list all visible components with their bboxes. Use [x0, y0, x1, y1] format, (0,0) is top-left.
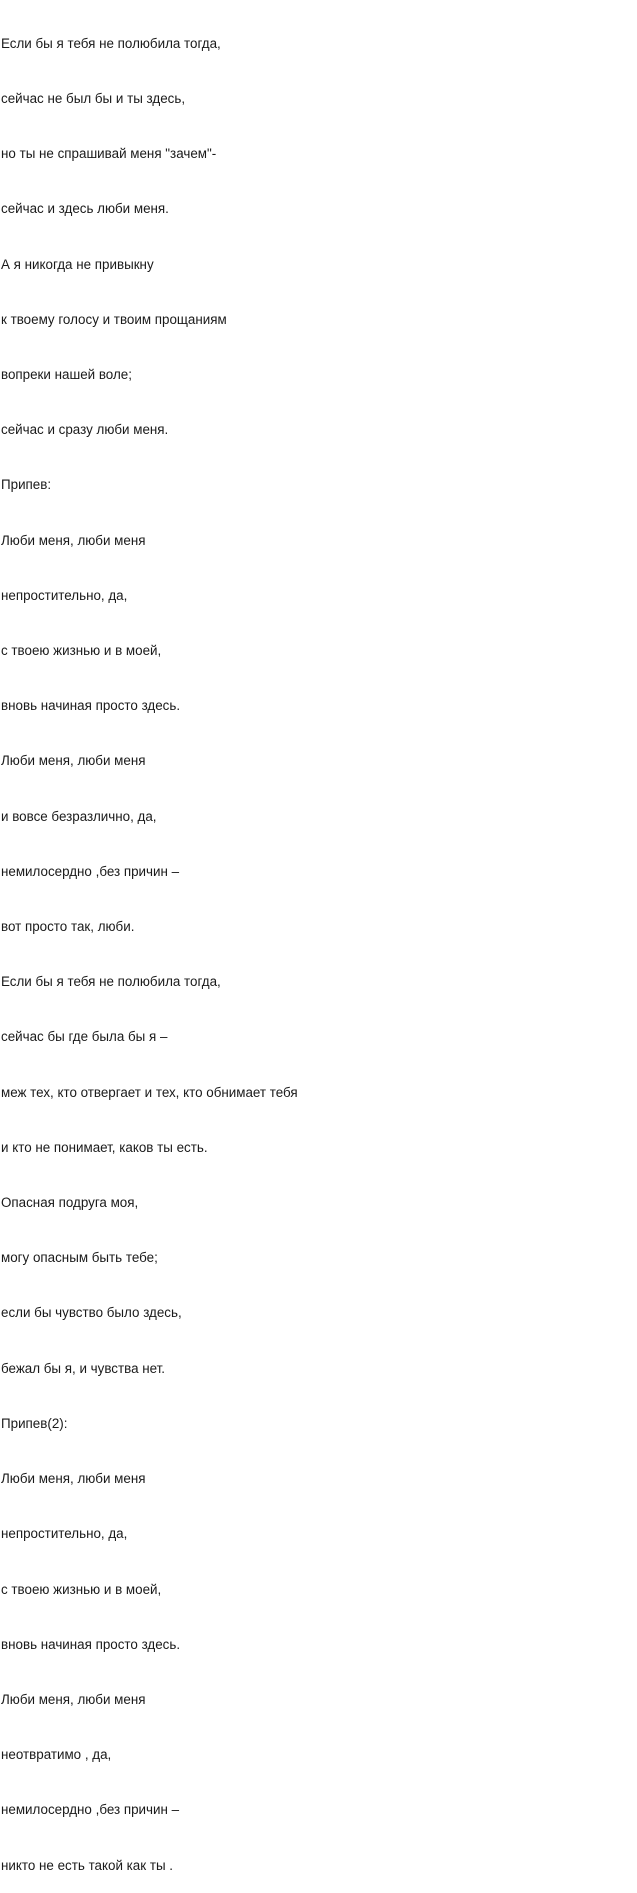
- lyric-line: Люби меня, люби меня: [1, 532, 146, 548]
- chorus-heading: Припев(2):: [1, 1415, 68, 1431]
- lyric-line: и вовсе безразлично, да,: [1, 808, 157, 824]
- lyric-line: никто не есть такой как ты .: [1, 1857, 174, 1873]
- lyric-line: немилосердно ,без причин –: [1, 1802, 180, 1818]
- lyric-line: сейчас и здесь люби меня.: [1, 201, 169, 217]
- lyric-line: с твоею жизнью и в моей,: [1, 643, 162, 659]
- lyric-line: Если бы я тебя не полюбила тогда,: [1, 35, 221, 51]
- lyric-line: Опасная подруга моя,: [1, 1195, 139, 1211]
- lyric-line: непростительно, да,: [1, 1526, 128, 1542]
- lyric-line: немилосердно ,без причин –: [1, 863, 180, 879]
- lyric-line: сейчас и сразу люби меня.: [1, 422, 169, 438]
- chorus-heading: Припев:: [1, 477, 52, 493]
- lyric-line: вопреки нашей воле;: [1, 367, 132, 383]
- lyric-line: вновь начиная просто здесь.: [1, 698, 181, 714]
- lyric-line: Если бы я тебя не полюбила тогда,: [1, 974, 221, 990]
- lyric-line: сейчас бы где была бы я –: [1, 1029, 168, 1045]
- lyric-line: меж тех, кто отвергает и тех, кто обнимает тебя: [1, 1084, 298, 1100]
- lyric-line: и кто не понимает, каков ты есть.: [1, 1139, 208, 1155]
- lyric-line: сейчас не был бы и ты здесь,: [1, 91, 186, 107]
- lyrics-text-block: [1, 0, 298, 1893]
- lyric-line: к твоему голосу и твоим прощаниям: [1, 311, 227, 327]
- lyric-line: А я никогда не привыкну: [1, 256, 154, 272]
- lyric-line: Люби меня, люби меня: [1, 753, 146, 769]
- lyric-line: если бы чувство было здесь,: [1, 1305, 182, 1321]
- lyric-line: вновь начиная просто здесь.: [1, 1636, 181, 1652]
- lyric-line: но ты не спрашивай меня "зачем"-: [1, 146, 217, 162]
- lyric-line: вот просто так, люби.: [1, 919, 135, 935]
- lyric-line: неотвратимо , да,: [1, 1747, 112, 1763]
- lyric-line: могу опасным быть тебе;: [1, 1250, 158, 1266]
- lyric-line: Люби меня, люби меня: [1, 1691, 146, 1707]
- lyric-line: с твоею жизнью и в моей,: [1, 1581, 162, 1597]
- lyric-line: непростительно, да,: [1, 587, 128, 603]
- lyric-line: Люби меня, люби меня: [1, 1471, 146, 1487]
- lyric-line: бежал бы я, и чувства нет.: [1, 1360, 166, 1376]
